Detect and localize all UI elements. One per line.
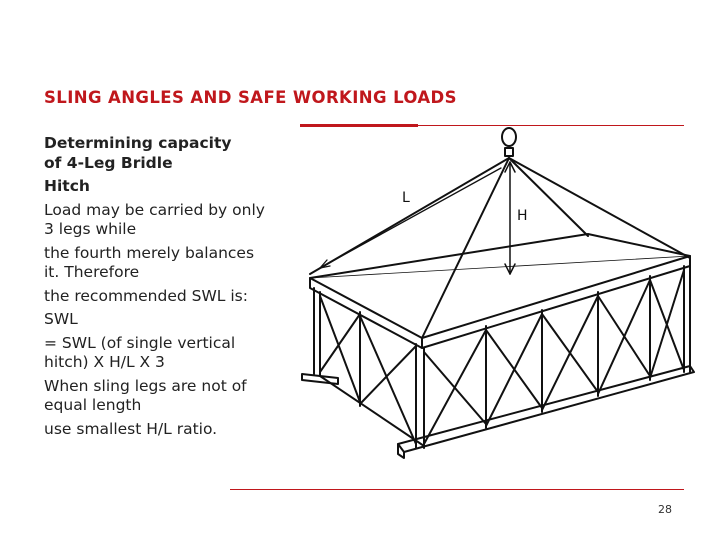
slide-title: SLING ANGLES AND SAFE WORKING LOADS (44, 88, 457, 107)
brace-2 (360, 316, 416, 444)
page-number: 28 (658, 503, 672, 516)
label-l: L (402, 190, 410, 206)
hook-link (505, 148, 513, 156)
deck-diagonal (310, 256, 690, 278)
brace-6 (598, 280, 650, 394)
body-text (44, 134, 274, 443)
deck-top (310, 234, 690, 338)
paragraph-6: When sling legs are not of equal length (44, 376, 247, 414)
label-h: H (517, 208, 528, 224)
paragraph-5: = SWL (of single vertical hitch) X H/L X 3 (44, 333, 236, 371)
brace-4 (486, 314, 542, 426)
heading-line-2: of 4-Leg Bridle (44, 153, 173, 172)
paragraph-7: use smallest H/L ratio. (44, 419, 218, 438)
paragraph-4: SWL (44, 310, 78, 328)
bottom-rail (320, 376, 424, 446)
bridle-hitch-drawing (298, 126, 698, 472)
heading-line-3: Hitch (44, 177, 90, 195)
hook-ring (502, 128, 516, 146)
heading-line-1: Determining capacity (44, 134, 232, 152)
paragraph-3: the recommended SWL is: (44, 286, 248, 305)
bridle-hitch-figure (298, 126, 698, 472)
paragraph-1: Load may be carried by only 3 legs while (44, 200, 265, 238)
sling-leg-4 (509, 158, 588, 236)
brace-3 (424, 330, 486, 444)
brace-7 (650, 270, 684, 378)
paragraph-2: the fourth merely balances it. Therefore (44, 243, 255, 281)
footer-rule (230, 489, 684, 490)
